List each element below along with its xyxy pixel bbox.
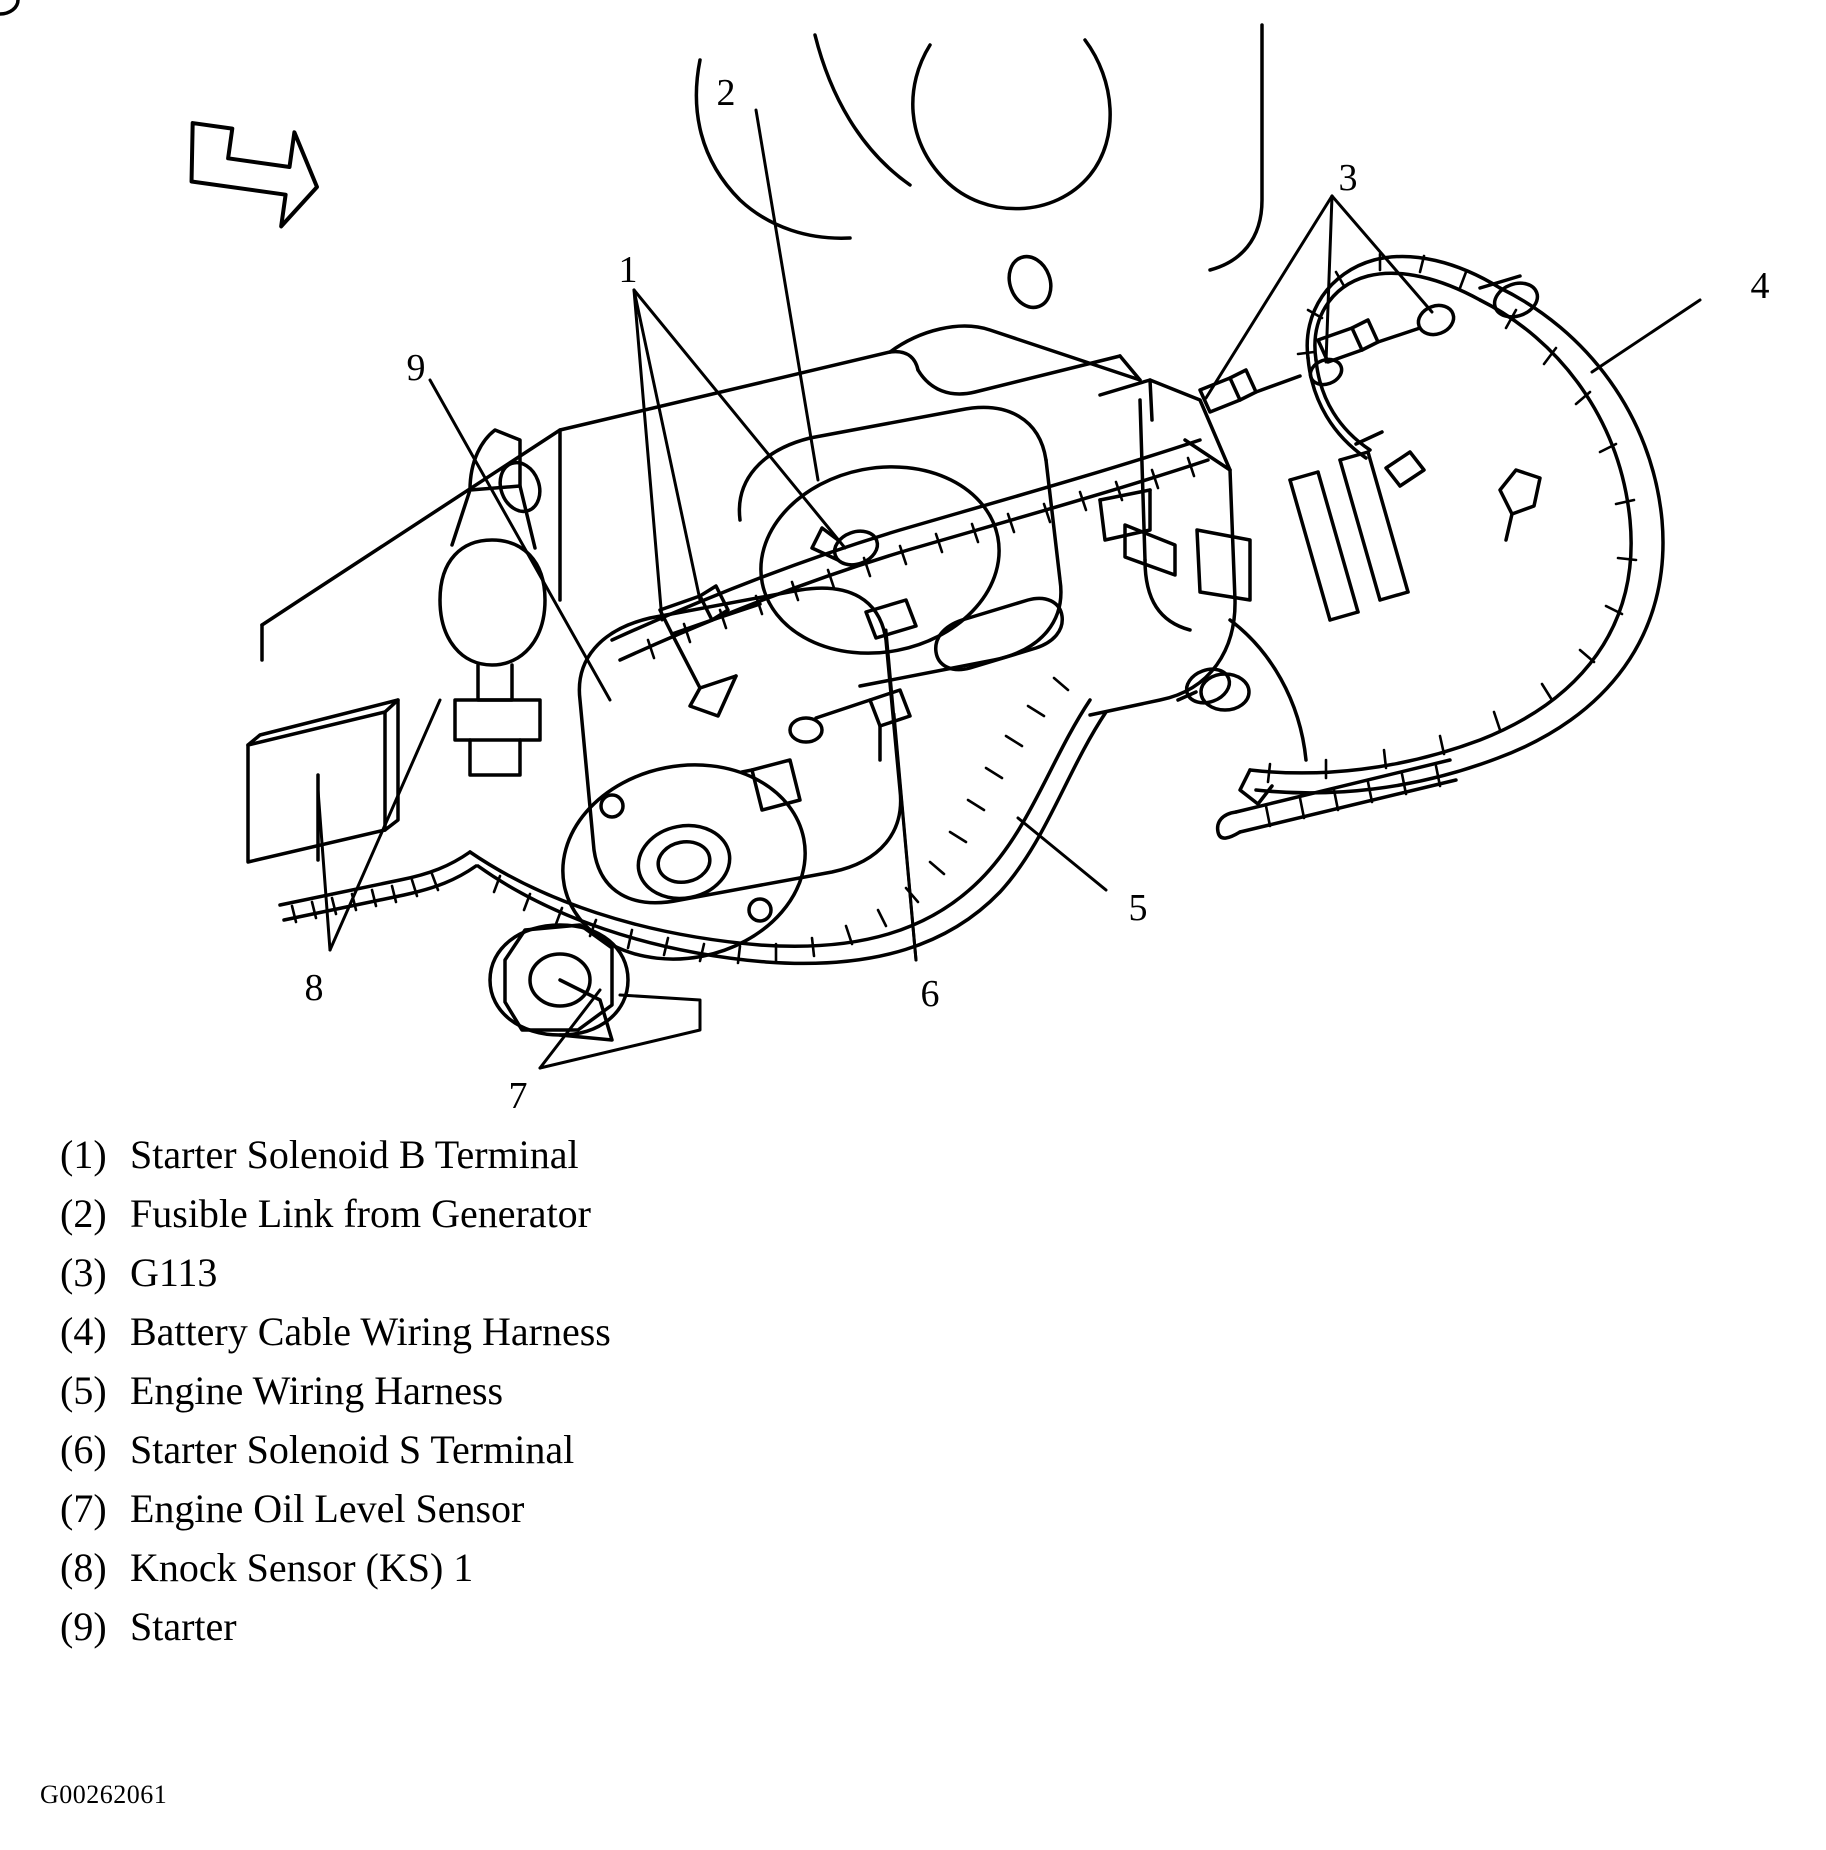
legend-number: (4) bbox=[60, 1309, 107, 1354]
callout-number-4: 4 bbox=[1750, 265, 1770, 307]
callout-number-3: 3 bbox=[1338, 157, 1358, 199]
legend-label: Starter bbox=[130, 1604, 237, 1649]
legend-label: G113 bbox=[130, 1250, 218, 1295]
figure-code: G00262061 bbox=[40, 1780, 168, 1809]
legend-item bbox=[60, 1243, 960, 1302]
legend-number: (9) bbox=[60, 1604, 107, 1649]
callout-number-6: 6 bbox=[920, 973, 940, 1015]
legend-number: (6) bbox=[60, 1427, 107, 1472]
legend-label: Engine Wiring Harness bbox=[130, 1368, 504, 1413]
legend-label: Starter Solenoid S Terminal bbox=[130, 1427, 575, 1472]
legend-label: Knock Sensor (KS) 1 bbox=[130, 1545, 474, 1590]
legend-number: (8) bbox=[60, 1545, 107, 1590]
callout-number-1: 1 bbox=[618, 249, 638, 291]
legend-list bbox=[60, 1125, 960, 1656]
legend-item bbox=[60, 1597, 960, 1656]
callout-number-5: 5 bbox=[1128, 887, 1148, 929]
legend-item bbox=[60, 1302, 960, 1361]
legend-number: (5) bbox=[60, 1368, 107, 1413]
legend-label: Starter Solenoid B Terminal bbox=[130, 1132, 579, 1177]
legend-item bbox=[60, 1125, 960, 1184]
legend-label: Battery Cable Wiring Harness bbox=[130, 1309, 611, 1354]
callout-number-9: 9 bbox=[406, 347, 426, 389]
legend-item bbox=[60, 1361, 960, 1420]
legend-number: (2) bbox=[60, 1191, 107, 1236]
down-right-arrow-icon bbox=[180, 118, 324, 230]
legend-number: (1) bbox=[60, 1132, 107, 1177]
legend-number: (7) bbox=[60, 1486, 107, 1531]
legend-item bbox=[60, 1420, 960, 1479]
legend-number: (3) bbox=[60, 1250, 107, 1295]
legend-label: Fusible Link from Generator bbox=[130, 1191, 591, 1236]
callout-number-7: 7 bbox=[508, 1075, 528, 1117]
legend-item bbox=[60, 1479, 960, 1538]
legend-item bbox=[60, 1184, 960, 1243]
legend-label: Engine Oil Level Sensor bbox=[130, 1486, 525, 1531]
callout-number-8: 8 bbox=[304, 967, 324, 1009]
legend-item bbox=[60, 1538, 960, 1597]
callout-number-2: 2 bbox=[716, 72, 736, 114]
